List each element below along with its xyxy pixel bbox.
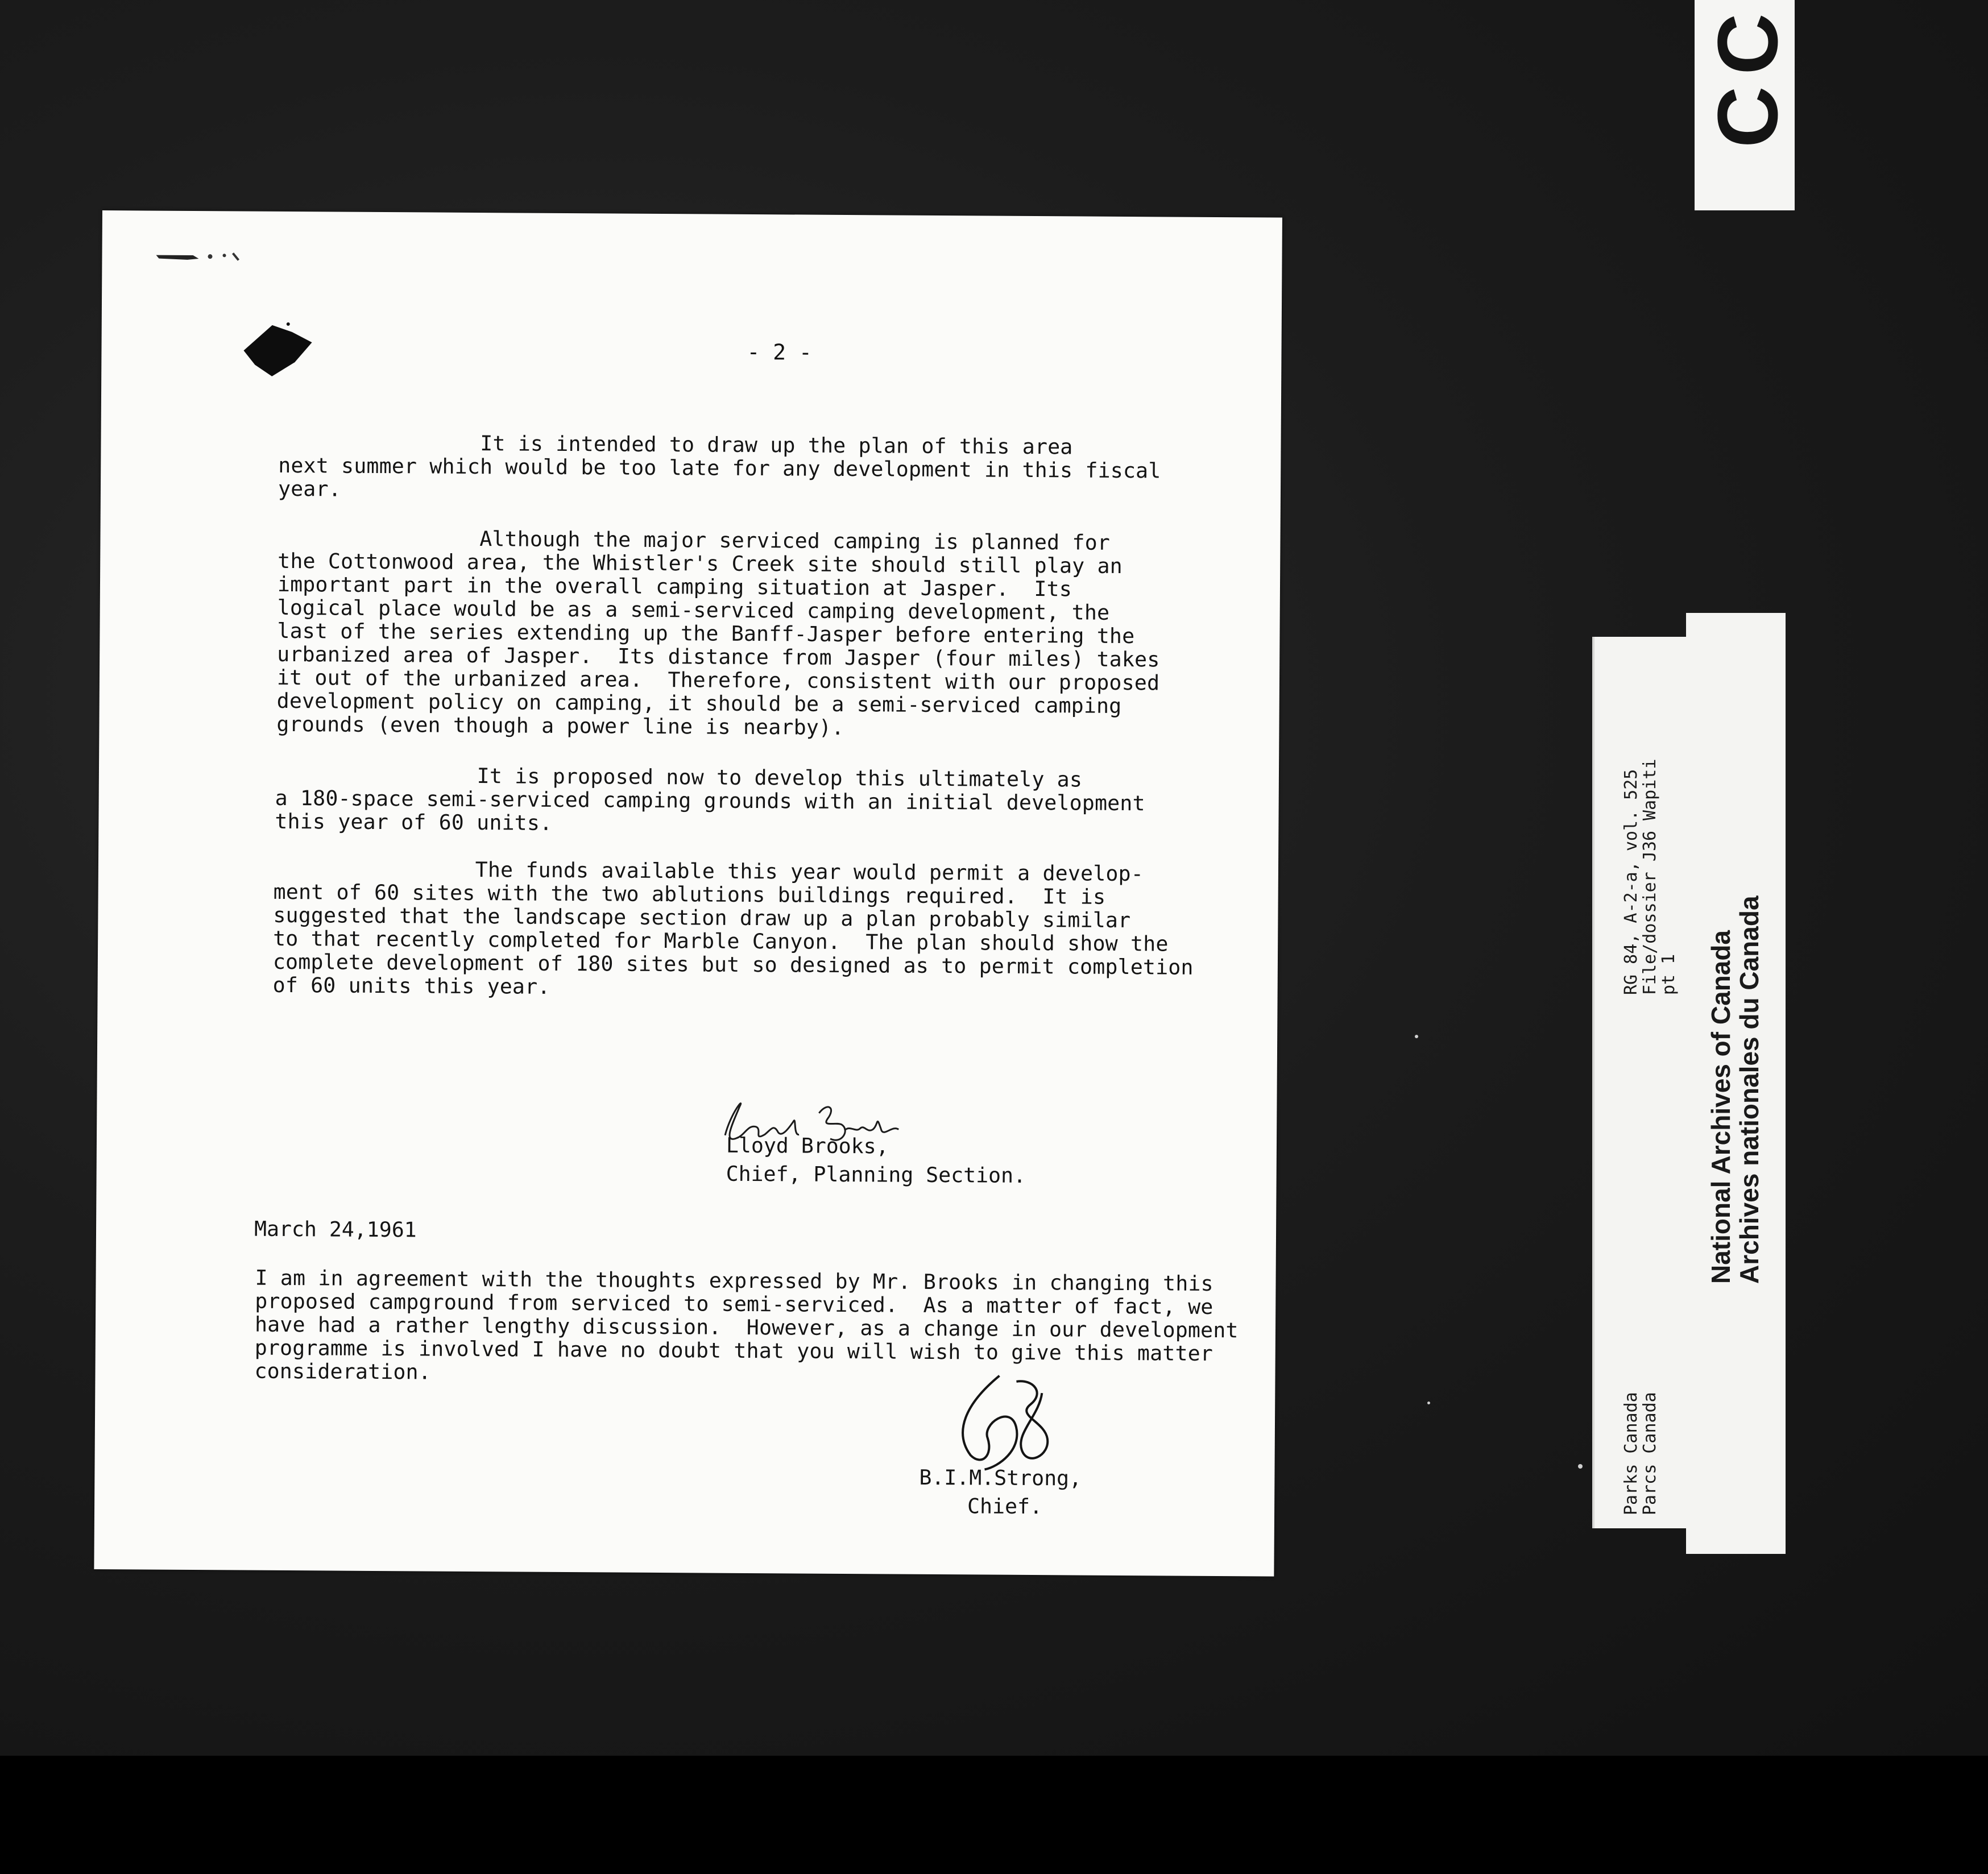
signature-initials-icon bbox=[930, 1370, 1067, 1478]
archives-name-fr: Archives nationales du Canada bbox=[1734, 895, 1764, 1284]
corner-mark: CC bbox=[1700, 2, 1795, 148]
reference-line-1: RG 84, A-2-a, vol. 525 bbox=[1621, 769, 1641, 995]
reference-line-2: File/dossier J36 Wapiti bbox=[1640, 758, 1660, 995]
memo-paragraph: I am in agreement with the thoughts expressed by Mr. Brooks in changing this proposed campground from serviced to semi-serviced. As a matter of fact, we have had a rather lengthy discussion. However, as a change in our development programme is involved I have no doubt that you will wish to give this matter consideration. bbox=[254, 1265, 1239, 1384]
signature2-title: Chief. bbox=[967, 1494, 1043, 1519]
signature1-title: Chief, Planning Section. bbox=[726, 1161, 1026, 1188]
signature2-name: B.I.M.Strong, bbox=[919, 1465, 1082, 1491]
paragraph-3: It is proposed now to develop this ultimately as a 180-space semi-serviced camping grounds with an initial development this year of 60 units. bbox=[275, 762, 1145, 835]
paragraph-1: It is intended to draw up the plan of this area next summer which would be too late for any development in this fiscal year. bbox=[278, 429, 1161, 501]
paragraph-4: The funds available this year would permit a develop- ment of 60 sites with the two ablutions buildings required. It is suggested that the landscape section draw up a plan probably similar to that recently completed for Marble Canyon. The plan should show the complete development of 180 sites but so designed as to permit completion of 60 units this year. bbox=[272, 856, 1194, 999]
page-number: - 2 - bbox=[747, 339, 813, 365]
dust-speck bbox=[1415, 1035, 1418, 1038]
archives-label-card bbox=[1686, 613, 1786, 1554]
agency-name-en: Parks Canada bbox=[1621, 1392, 1641, 1515]
archive-reference-card bbox=[1592, 637, 1691, 1528]
document-page bbox=[94, 210, 1282, 1577]
dust-speck bbox=[1427, 1402, 1430, 1404]
margin-mark-icon bbox=[153, 243, 244, 266]
signature1-name: Lloyd Brooks, bbox=[726, 1133, 889, 1159]
paragraph-2: Although the major serviced camping is planned for the Cottonwood area, the Whistler's Creek site should still play an important part in the overall camping situation at Jasper. Its logical place would be as a semi-serviced camping development, the last of the series extending up the Banff-Jasper before entering the urbanized area of Jasper. Its distance from Jasper (four miles) takes it out of the urbanized area. Therefore, consistent with our proposed development policy on camping, it should be a semi-serviced camping grounds (even though a power line is nearby). bbox=[276, 525, 1160, 740]
dust-speck bbox=[1578, 1464, 1583, 1469]
agency-name-fr: Parcs Canada bbox=[1640, 1392, 1660, 1515]
ink-blot-icon bbox=[238, 319, 318, 382]
bottom-border bbox=[0, 1756, 1988, 1874]
reference-line-3: pt 1 bbox=[1659, 953, 1679, 995]
archives-name-en: National Archives of Canada bbox=[1706, 930, 1736, 1284]
corner-label bbox=[1695, 0, 1795, 210]
memo-date: March 24,1961 bbox=[254, 1216, 417, 1242]
